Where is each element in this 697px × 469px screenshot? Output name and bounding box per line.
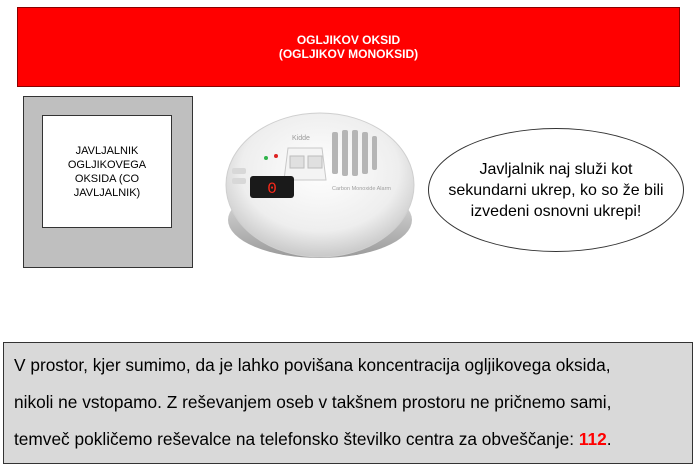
notice-box <box>3 342 693 464</box>
bubble-text: Javljalnik naj služi kot sekundarni ukrep, ko so že bili izvedeni osnovni ukrepi! <box>448 160 664 220</box>
title-line-1: OGLJIKOV OKSID <box>296 33 401 47</box>
notice-line-3 <box>14 421 684 458</box>
detector-display: 0 <box>267 180 277 198</box>
detector-label-text: JAVLJALNIK OGLJIKOVEGA OKSIDA (CO JAVLJALNIK) <box>67 144 147 199</box>
title-line-2: (OGLJIKOV MONOKSID) <box>278 47 419 61</box>
emergency-number: 112 <box>578 429 607 449</box>
detector-brand: Kidde <box>292 135 310 142</box>
detector-caption: Carbon Monoxide Alarm <box>332 186 392 192</box>
detector-label <box>42 115 172 228</box>
notice-line-3-text: temveč pokličemo reševalce na telefonsko številko centra za obveščanje: <box>14 429 579 449</box>
notice-line-1: V prostor, kjer sumimo, da je lahko povišana koncentracija ogljikovega oksida, <box>14 355 611 375</box>
co-detector-image <box>222 100 418 268</box>
speech-bubble <box>428 128 684 252</box>
title-banner <box>17 7 680 87</box>
notice-line-3-end: . <box>606 429 612 449</box>
notice-line-2: nikoli ne vstopamo. Z reševanjem oseb v takšnem prostoru ne pričnemo sami, <box>14 392 612 412</box>
